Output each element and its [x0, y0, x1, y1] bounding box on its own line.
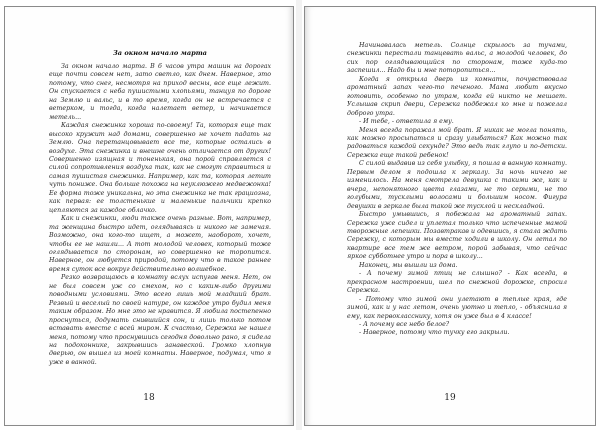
paragraph: Наконец, мы вышли из дома.: [359, 261, 458, 269]
chapter-title: За окном начало марта: [113, 49, 207, 57]
right-page: [304, 6, 596, 426]
paragraph: Начинавалась метель. Солнце скрылось за тучами, снежинки перестали танцевать вальс, а молодой человек, до сих пор оглядывающийся по сторонам, тоже куда-то заспешил... Надо бы и мне поторопиться...: [347, 42, 567, 75]
paragraph: С силой выдавив из себя улыбку, я пошла в ванную комнату. Первым делом я подошла к зеркалу. За ночь ничего не изменилось. На меня смотрела девушка с такими же, как и вчера, непонятного цвета глазами, не то серыми, не то голубыми, тусклыми волосами и большим носом. Фигура девушки в зеркале была такой же тусклой и нескладной.: [347, 160, 567, 210]
paragraph: - Потому что зимой они улетают в теплые края, где зимой, как и у нас летом, очень уютно и тепло, - объяснила я ему, как первокласснику, хотя он уже был в 4 классе!: [347, 295, 567, 320]
book-gutter: [296, 0, 302, 430]
paragraph: Как и снежинки, люди также очень разные. Вот, например, та женщина быстро идет, оглядываясь и никого не замечая. Возможно, она кого-то ищет, а может, наоборот, хочет, чтобы ее не нашли... А тот молодой человек, который тоже оглядывается по сторонам, но совершенно не торопится. Наверное, он любуется природой, потому что в такое раннее время суток все вокруг действительно волшебное.: [49, 215, 271, 273]
paragraph: Быстро умывшись, я побежала на ароматный запах. Сережка уже сидел и уплетал только что испеченные мамой творожные лепешки. Позавтракав и одевшись, я стала ждать Сережку, с которым мы вместе ходили в школу. Он летал по квартире все тем же ветром, порой забывая, что сейчас яркое субботнее утро и пора в школу...: [347, 211, 567, 261]
paragraph: - И тебе, - ответила я ему.: [359, 118, 454, 126]
paragraph: - Наверное, потому что тучку его закрыли.: [359, 329, 510, 337]
paragraph: Резко возвращаюсь в комнату вслух испугав меня. Нет, он не был совсем уж со смехом, но с каким-либо другими поводными условиями. Это всего лишь мой младший брат. Резвый и веселый по своей натуре, он каждое утро будил меня таким образом. Но мне это не нравится. Я любила постепенно проснуться, додумать снившийся сон, и лишь только потом вставать вместе с всей миром. К счастью, Сережка не нашел меня, потому что проснувшись сегодня довольно рано, я сидела на подоконнике, закрывшись занавеской. Громко хлопнув дверью, он вышел из моей комнаты. Наверное, подумал, что я уже в ванной.: [49, 274, 271, 366]
right-page-text: [347, 42, 567, 338]
page-number: 18: [143, 393, 155, 403]
paragraph: Каждая снежинка хороша по-своему! Та, которая еще так высоко кружит над домами, совершенно не хочет падать на Землю. Она перетанцовывает все те, которые остались в воздухе. Эта снежинка и внешне очень отличается от других! Совершенно изящная и тоненькая, она порой справляется с силой сопротивления воздуха так, как не смогут справиться и самая пушистая снежинка. Например, как та, которая летит чуть пониже. Она больше похожа на неуклюжего медвежонка! Ее форма тоже уникальна, но эта снежинка не так грациозна, как первая: ее толстенькие и маленькие пальчики крепко цепляются за каждое облачко.: [49, 122, 271, 214]
left-page-text: [49, 63, 271, 367]
page-number: 19: [444, 393, 456, 403]
paragraph: Когда я открыла дверь из комнаты, почувствовала ароматный запах чего-то печеного. Мама любит вкусно готовить, особенно по утрам, когда ей никто не мешает. Услышав скрип двери, Сережка подбежал ко мне и пожелал доброго утра.: [347, 75, 567, 117]
paragraph: - А почему зимой птиц не слышно? - Как всегда, в прекрасном настроении, шел по снежной дорожке, спросил Сережка.: [347, 270, 567, 295]
paragraph: За окном начало марта. В 6 часов утра машин на дорогах еще почти совсем нет, зато светло, как днем. Наверное, это потому, что снег, несмотря на приход весны, все еще лежит. Он спускается с неба пушистыми хлопьями, танцуя по дороге на Землю и вальс, и в то время, когда он не встречается с ветерком, и тогда, когда налетает ветер, и начинается метель...: [49, 63, 271, 121]
paragraph: - А почему все небо белое?: [359, 320, 450, 328]
left-page: [4, 6, 294, 426]
paragraph: Меня всегда поражал мой брат. Я никак не могла понять, как можно просыпаться и сразу улыбаться? Как можно так радоваться каждой секунде? Это ведь так глупо и по-детски. Сережка еще такой ребенок!: [347, 126, 567, 159]
